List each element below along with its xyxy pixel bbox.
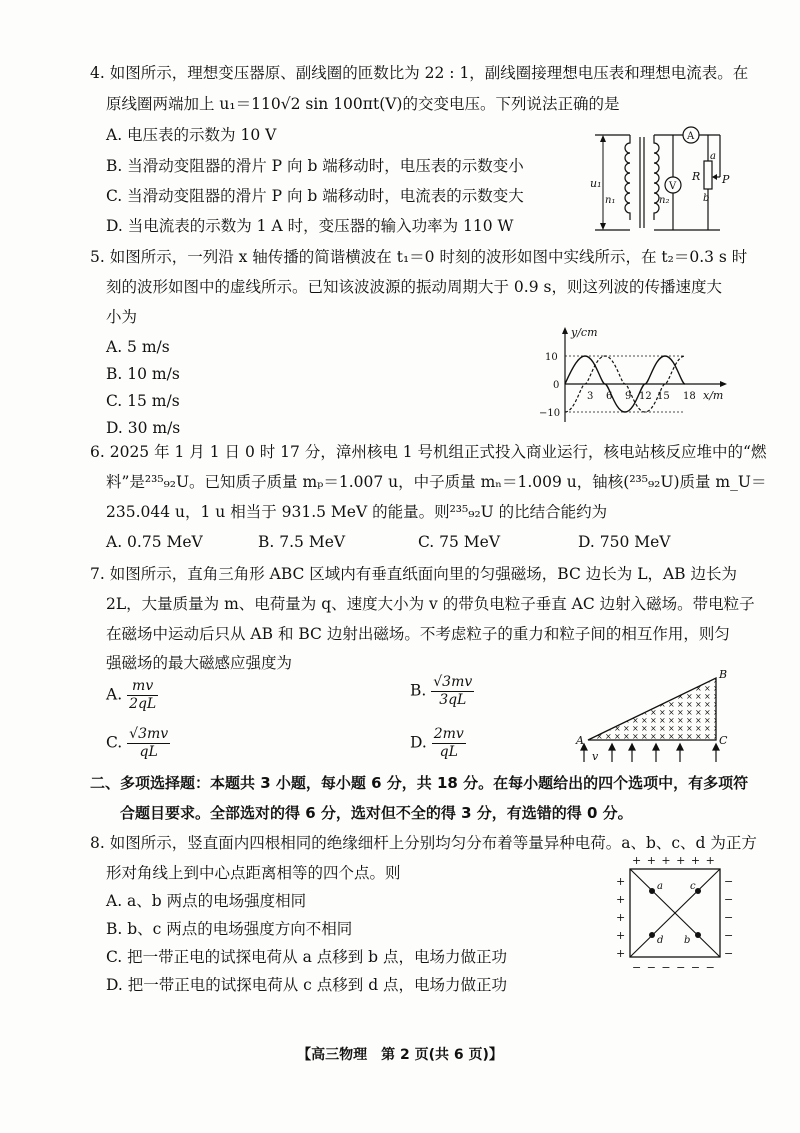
q5-ylabel: y/cm — [571, 326, 598, 339]
q5-option-d[interactable]: D. 30 m/s — [106, 419, 181, 437]
q7-label-c: C — [719, 734, 728, 747]
q7-option-c[interactable] — [106, 726, 170, 761]
section2-heading-line1: 二、多项选择题：本题共 3 小题，每小题 6 分，共 18 分。在每小题给出的四个选项中，有多项符 — [90, 774, 749, 792]
q7-option-a-numerator: mv — [127, 678, 158, 696]
q7-triangle-figure — [568, 668, 738, 768]
q7-option-b-label: B. — [410, 681, 427, 700]
page-footer: 【高三物理 第 2 页(共 6 页)】 — [297, 1047, 503, 1063]
q4-stem-line1: 4. 如图所示，理想变压器原、副线圈的匝数比为 22 : 1，副线圈接理想电压表和理想电流表。在 — [90, 64, 749, 82]
q8-left-charge-2: + — [616, 893, 626, 906]
q5-wave-figure — [535, 322, 735, 432]
q8-left-charge-5: + — [616, 947, 626, 960]
q5-option-a[interactable]: A. 5 m/s — [106, 338, 170, 356]
q4-option-a[interactable]: A. 电压表的示数为 10 V — [106, 126, 277, 144]
section2-heading-line2: 合题目要求。全部选对的得 6 分，选对但不全的得 3 分，有选错的得 0 分。 — [120, 804, 633, 822]
q8-point-c — [695, 888, 701, 894]
q5-xlabel: x/m — [703, 389, 724, 402]
q4-option-b[interactable]: B. 当滑动变阻器的滑片 P 向 b 端移动时，电压表的示数变小 — [106, 157, 524, 175]
q7-option-c-denominator: qL — [139, 744, 158, 760]
q6-stem-line1: 6. 2025 年 1 月 1 日 0 时 17 分，漳州核电 1 号机组正式投入商业运行，核电站核反应堆中的“燃 — [90, 443, 767, 461]
q5-xtick-12: 12 — [639, 391, 652, 402]
q8-option-a[interactable]: A. a、b 两点的电场强度相同 — [106, 892, 307, 910]
q8-right-charge-4: − — [724, 929, 734, 942]
q6-option-c[interactable]: C. 75 MeV — [418, 533, 501, 551]
q8-point-b — [695, 932, 701, 938]
q8-point-d — [649, 932, 655, 938]
q4-label-b: b — [703, 193, 710, 204]
q4-voltmeter: V — [669, 181, 677, 192]
q8-label-c: c — [690, 881, 696, 892]
q8-bottom-charges: − − − − − − — [632, 961, 716, 974]
q8-point-a — [649, 888, 655, 894]
q7-velocity-arrows — [581, 744, 719, 762]
q7-option-d-label: D. — [410, 733, 427, 752]
q6-option-b[interactable]: B. 7.5 MeV — [258, 533, 346, 551]
q8-label-d: d — [657, 935, 664, 946]
q4-label-u1: u₁ — [590, 177, 602, 190]
q4-label-p: P — [722, 173, 730, 186]
q8-option-d[interactable]: D. 把一带正电的试探电荷从 c 点移到 d 点，电场力做正功 — [106, 976, 508, 994]
q4-label-n2: n₂ — [659, 195, 670, 206]
q8-right-charge-5: − — [724, 947, 734, 960]
q4-label-a: a — [710, 151, 716, 162]
q6-option-d[interactable]: D. 750 MeV — [578, 533, 671, 551]
q8-left-charge-3: + — [616, 911, 626, 924]
q6-option-a[interactable]: A. 0.75 MeV — [106, 533, 203, 551]
q7-option-a[interactable] — [106, 678, 158, 713]
q8-right-charge-1: − — [724, 875, 734, 888]
q4-option-c[interactable]: C. 当滑动变阻器的滑片 P 向 b 端移动时，电流表的示数变大 — [106, 187, 524, 205]
q5-xtick-3: 3 — [587, 391, 594, 402]
q5-option-c[interactable]: C. 15 m/s — [106, 392, 180, 410]
q7-label-b: B — [719, 668, 728, 681]
q5-xtick-15: 15 — [657, 391, 670, 402]
q7-option-d-numerator: 2mv — [433, 726, 464, 742]
q5-stem-line3: 小为 — [106, 308, 138, 326]
q4-transformer-figure — [585, 125, 735, 240]
q7-stem-line2: 2L，大量质量为 m、电荷量为 q、速度大小为 v 的带负电粒子垂直 AC 边射入磁场。带电粒子 — [106, 595, 755, 613]
q7-magnetic-field-region — [588, 678, 716, 740]
q5-stem-line2: 刻的波形如图中的虚线所示。已知该波波源的振动周期大于 0.9 s，则这列波的传播速度大 — [106, 278, 722, 296]
q5-ytick-bottom: −10 — [539, 408, 561, 419]
q4-ammeter: A — [687, 131, 695, 142]
q5-xtick-18: 18 — [683, 391, 696, 402]
q7-stem-line4: 强磁场的最大磁感应强度为 — [106, 654, 293, 672]
q6-stem-line3: 235.044 u，1 u 相当于 931.5 MeV 的能量。则²³⁵₉₂U 的比结合能约为 — [106, 503, 608, 521]
q7-option-b-numerator: √3mv — [433, 674, 473, 690]
q7-option-b[interactable] — [410, 674, 474, 709]
q8-option-c[interactable]: C. 把一带正电的试探电荷从 a 点移到 b 点，电场力做正功 — [106, 948, 508, 966]
q8-label-a: a — [657, 881, 663, 892]
q6-stem-line2: 料”是²³⁵₉₂U。已知质子质量 mₚ＝1.007 u，中子质量 mₙ＝1.009 u，铀核(²³⁵₉₂U)质量 m_U＝ — [106, 473, 767, 491]
q7-label-a: A — [576, 734, 584, 747]
q8-left-charge-1: + — [616, 875, 626, 888]
q8-option-b[interactable]: B. b、c 两点的电场强度方向不相同 — [106, 920, 353, 938]
q8-square-figure — [612, 853, 742, 973]
q5-xtick-9: 9 — [625, 391, 632, 402]
q7-option-d[interactable] — [410, 726, 466, 761]
q8-left-charge-4: + — [616, 929, 626, 942]
q7-option-d-denominator: qL — [439, 744, 458, 760]
q8-right-charge-3: − — [724, 911, 734, 924]
q7-option-a-denominator: 2qL — [129, 696, 157, 712]
q8-stem-line2: 形对角线上到中心点距离相等的四个点。则 — [106, 864, 401, 882]
q8-label-b: b — [684, 935, 691, 946]
q5-xtick-6: 6 — [606, 391, 613, 402]
q8-stem-line1: 8. 如图所示，竖直面内四根相同的绝缘细杆上分别均匀分布着等量异种电荷。a、b、c、d 为正方 — [90, 834, 757, 852]
q8-top-charges: + + + + + + — [632, 854, 716, 867]
q7-stem-line3: 在磁场中运动后只从 AB 和 BC 边射出磁场。不考虑粒子的重力和粒子间的相互作用，则匀 — [106, 625, 730, 643]
q4-label-n1: n₁ — [605, 195, 616, 206]
q4-stem-line2: 原线圈两端加上 u₁＝110√2 sin 100πt(V)的交变电压。下列说法正确的是 — [106, 95, 620, 113]
q5-ytick-zero: 0 — [553, 380, 560, 391]
q7-option-c-label: C. — [106, 733, 123, 752]
q5-ytick-top: 10 — [545, 352, 558, 363]
q5-option-b[interactable]: B. 10 m/s — [106, 365, 180, 383]
q7-option-b-denominator: 3qL — [439, 692, 467, 708]
q7-option-c-numerator: √3mv — [129, 726, 169, 742]
q4-label-r: R — [692, 170, 701, 183]
q4-option-d[interactable]: D. 当电流表的示数为 1 A 时，变压器的输入功率为 110 W — [106, 217, 514, 235]
q5-stem-line1: 5. 如图所示，一列沿 x 轴传播的简谐横波在 t₁＝0 时刻的波形如图中实线所示，在 t₂＝0.3 s 时 — [90, 248, 748, 266]
q8-right-charge-2: − — [724, 893, 734, 906]
q7-option-a-label: A. — [106, 685, 123, 704]
q7-label-v: v — [592, 750, 599, 763]
q7-stem-line1: 7. 如图所示，直角三角形 ABC 区域内有垂直纸面向里的匀强磁场，BC 边长为 L，AB 边长为 — [90, 565, 737, 583]
